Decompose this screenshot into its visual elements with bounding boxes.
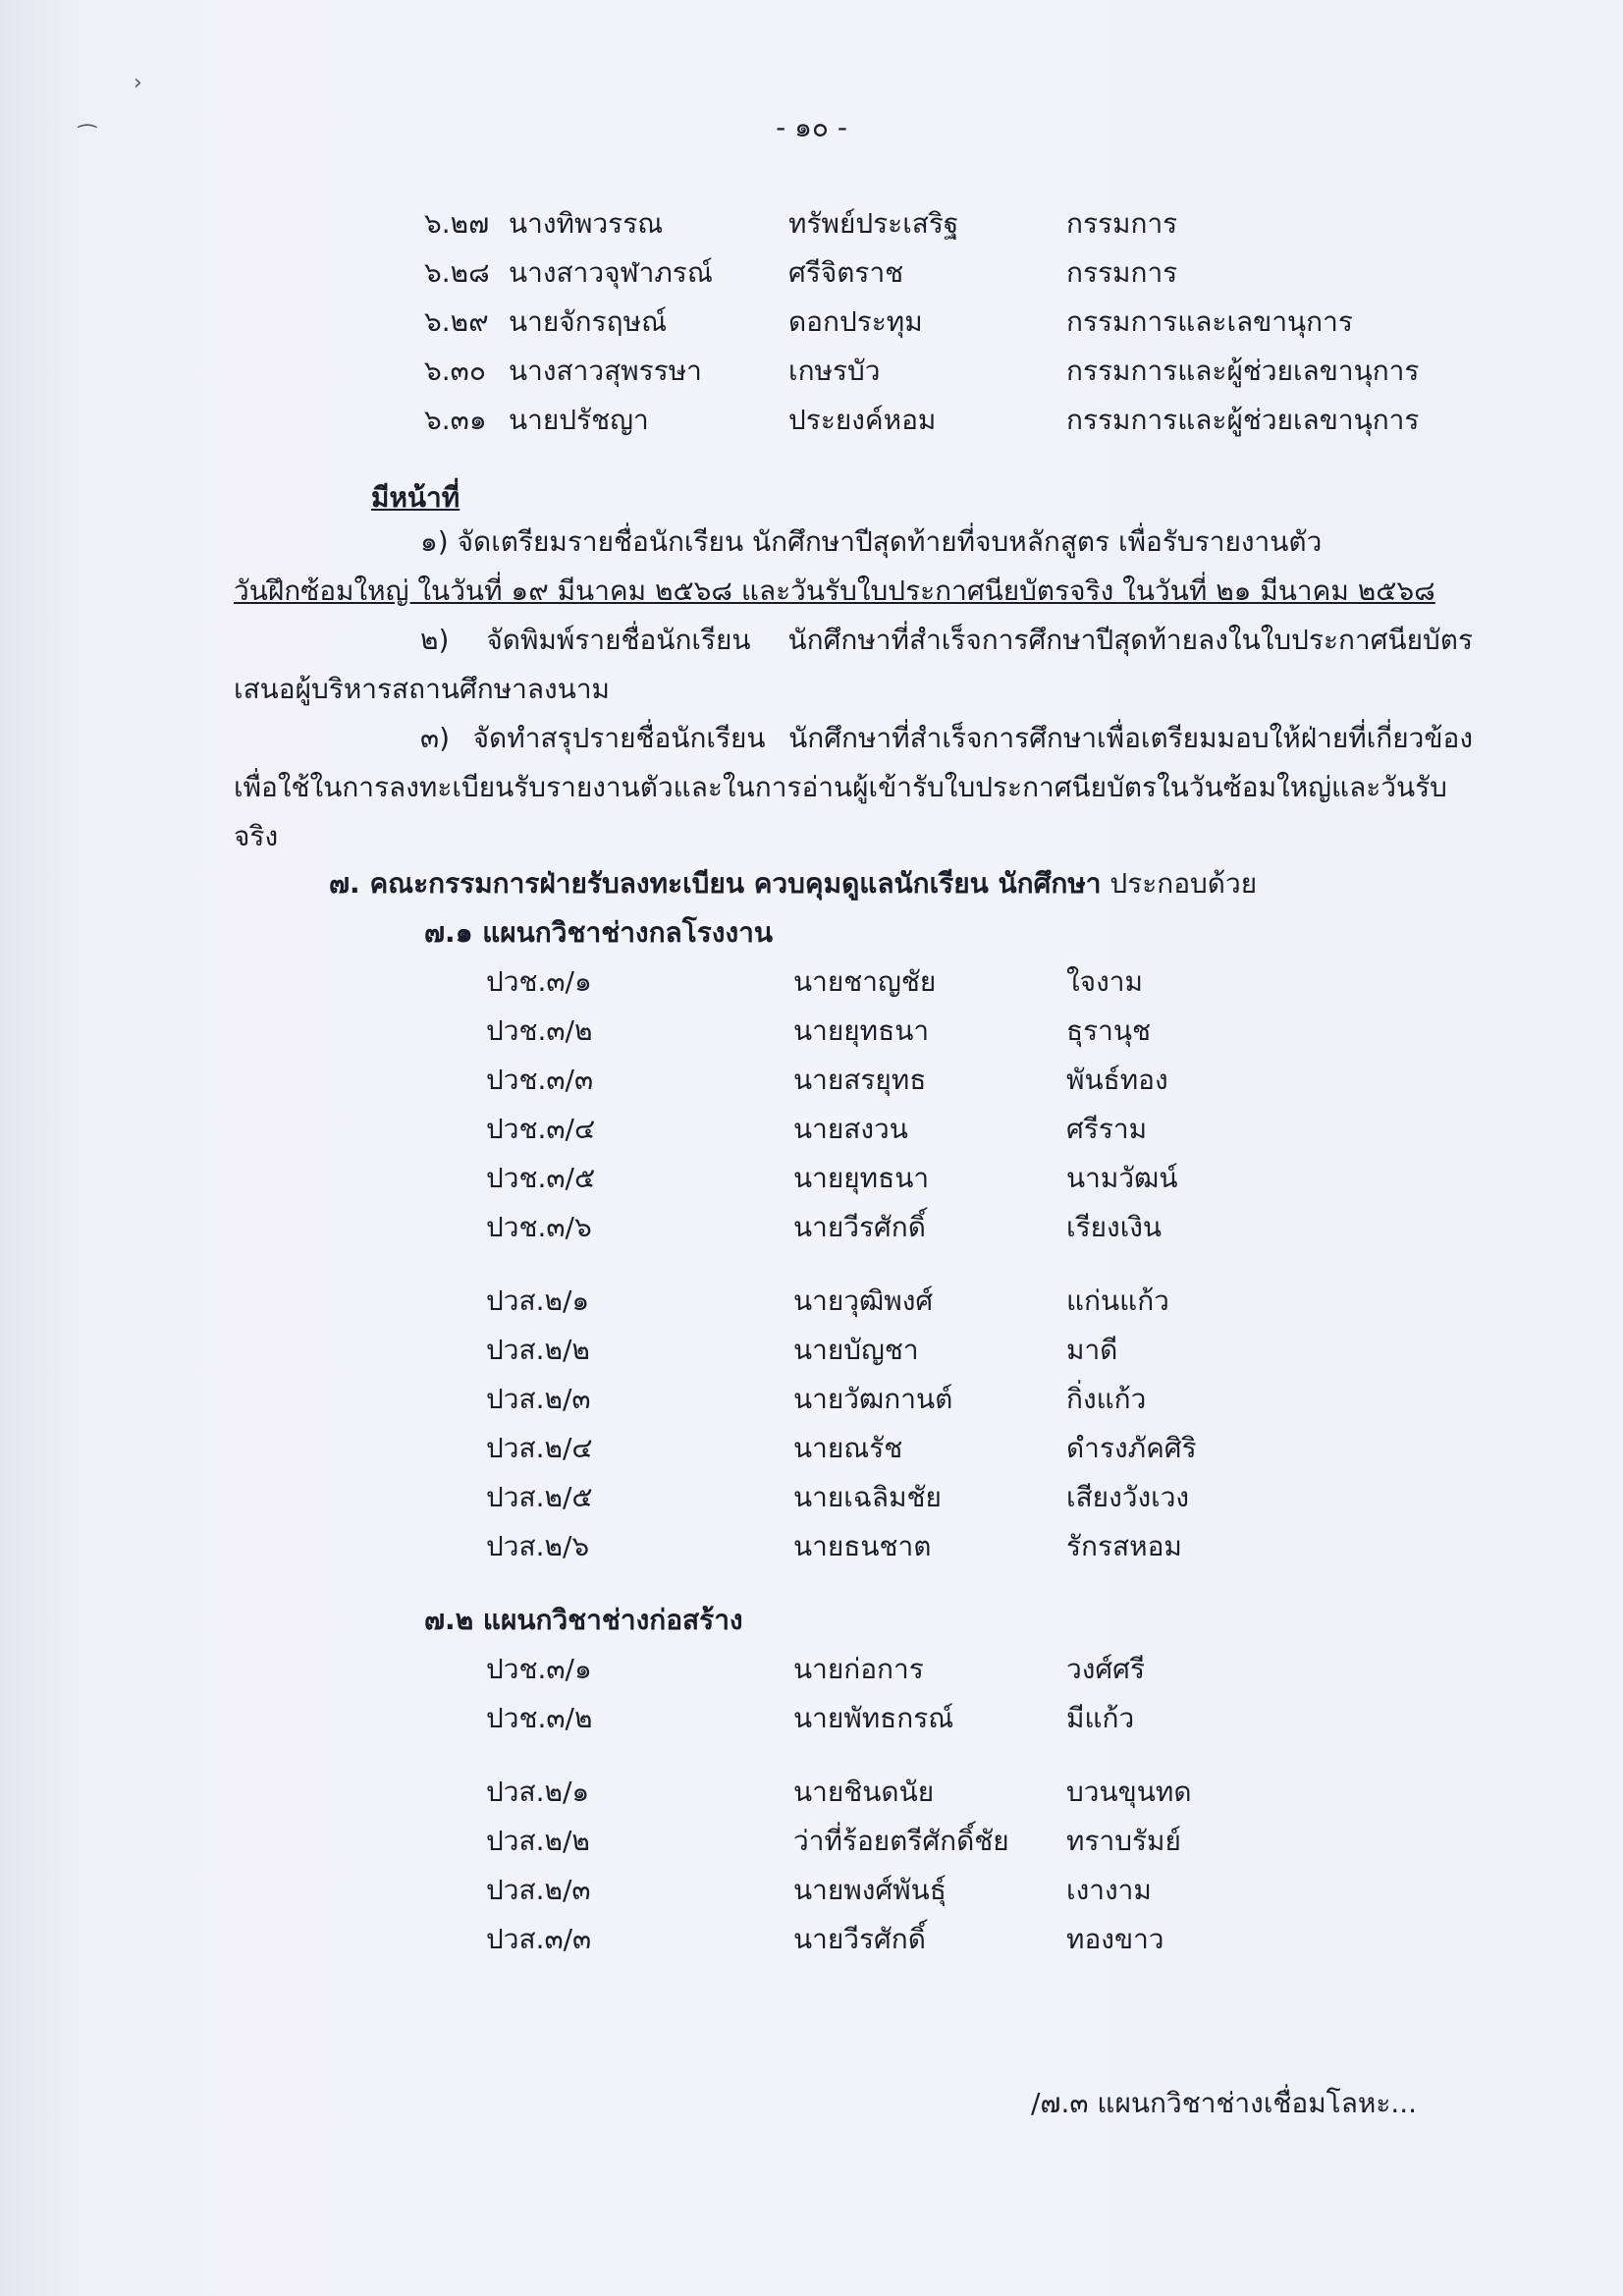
class-label: ปวส.๓/๓ [486, 1923, 592, 1955]
member-no: ๖.๒๙ [424, 305, 489, 338]
student-surname: บวนขุนทด [1066, 1776, 1192, 1808]
student-name: นายบัญชา [793, 1334, 919, 1366]
student-name: นายพัทธกรณ์ [793, 1702, 954, 1734]
class-label: ปวช.๓/๑ [486, 1653, 592, 1685]
committee-row [0, 253, 1623, 293]
student-row [0, 1282, 1623, 1321]
class-label: ปวส.๒/๖ [486, 1530, 590, 1562]
class-label: ปวช.๓/๕ [486, 1162, 596, 1194]
member-no: ๖.๓๐ [424, 355, 486, 387]
member-name: นายจักรฤษณ์ [509, 305, 668, 338]
student-name: นายเฉลิมชัย [793, 1481, 942, 1513]
student-name: นายสรยุทธ [793, 1064, 927, 1096]
dept-2-title: ๗.๒ แผนกวิชาช่างก่อสร้าง [424, 1604, 743, 1636]
class-label: ปวส.๒/๒ [486, 1825, 590, 1857]
class-label: ปวช.๓/๒ [486, 1014, 593, 1047]
page-number: - ๑๐ - [776, 111, 847, 143]
student-row [0, 1773, 1623, 1812]
class-label: ปวส.๒/๒ [486, 1334, 590, 1366]
student-surname: ศรีราม [1066, 1113, 1148, 1145]
student-surname: พันธ์ทอง [1066, 1064, 1168, 1096]
student-surname: รักรสหอม [1066, 1530, 1182, 1562]
student-surname: ดำรงภัคศิริ [1066, 1432, 1197, 1464]
class-label: ปวส.๒/๑ [486, 1776, 590, 1808]
member-role: กรรมการ [1066, 256, 1178, 289]
student-surname: มีแก้ว [1066, 1702, 1135, 1734]
student-name: นายก่อการ [793, 1653, 924, 1685]
student-row [0, 1527, 1623, 1566]
student-surname: นามวัฒน์ [1066, 1162, 1178, 1194]
member-surname: ทรัพย์ประเสริฐ [788, 207, 959, 240]
section-7-title-rest: ประกอบด้วย [1101, 867, 1258, 900]
student-row [0, 1331, 1623, 1370]
student-name: นายวัฒกานต์ [793, 1383, 953, 1415]
student-row [0, 1429, 1623, 1468]
student-row [0, 962, 1623, 1002]
class-label: ปวส.๒/๕ [486, 1481, 593, 1513]
student-row [0, 1159, 1623, 1198]
committee-row [0, 204, 1623, 244]
student-row [0, 1699, 1623, 1738]
student-surname: กิ่งแก้ว [1066, 1383, 1147, 1415]
class-label: ปวส.๒/๓ [486, 1874, 591, 1906]
student-surname: เสียงวังเวง [1066, 1481, 1190, 1513]
student-row [0, 1011, 1623, 1051]
member-surname: ประยงค์หอม [788, 404, 937, 436]
class-label: ปวส.๒/๑ [486, 1285, 590, 1317]
student-surname: แก่นแก้ว [1066, 1285, 1169, 1317]
student-row [0, 1650, 1623, 1689]
member-name: นางทิพวรรณ [509, 207, 664, 240]
student-surname: เรียงเงิน [1066, 1211, 1163, 1243]
student-row [0, 1208, 1623, 1247]
student-name: นายชาญชัย [793, 965, 937, 998]
student-surname: ทองขาว [1066, 1923, 1164, 1955]
member-surname: เกษรบัว [788, 355, 881, 387]
student-name: ว่าที่ร้อยตรีศักดิ์ชัย [793, 1825, 1009, 1857]
student-name: นายยุทธนา [793, 1014, 930, 1047]
class-label: ปวช.๓/๑ [486, 965, 592, 998]
member-no: ๖.๒๗ [424, 207, 490, 240]
class-label: ปวช.๓/๔ [486, 1113, 596, 1145]
committee-row [0, 401, 1623, 440]
class-label: ปวช.๓/๒ [486, 1702, 593, 1734]
stray-mark: ⁀ [79, 126, 96, 150]
member-no: ๖.๒๘ [424, 256, 490, 289]
student-name: นายธนชาต [793, 1530, 932, 1562]
student-name: นายชินดนัย [793, 1776, 935, 1808]
member-role: กรรมการและผู้ช่วยเลขานุการ [1066, 404, 1420, 436]
member-role: กรรมการและผู้ช่วยเลขานุการ [1066, 355, 1420, 387]
committee-row [0, 352, 1623, 391]
duty-item-3: ๓) จัดทำสรุปรายชื่อนักเรียน นักศึกษาที่สำเร็จการศึกษาเพื่อเตรียมมอบให้ฝ่ายที่เกี่ยวข้องเพื่อใช้ในการลงทะเบียนรับรายงานตัวและในการอ่านผู้เข้ารับใบประกาศนียบัตรในวันซ้อมใหญ่และวันรับจริง [234, 722, 1473, 852]
student-name: นายสงวน [793, 1113, 908, 1145]
student-surname: เงางาม [1066, 1874, 1152, 1906]
student-surname: ใจงาม [1066, 965, 1143, 998]
duties-heading: มีหน้าที่ [371, 481, 460, 514]
duty-item-1 [234, 518, 1473, 616]
class-label: ปวส.๒/๓ [486, 1383, 591, 1415]
student-row [0, 1871, 1623, 1910]
student-name: นายวีรศักดิ์ [793, 1211, 926, 1243]
student-surname: ธุรานุช [1066, 1014, 1151, 1047]
duty-item-2: ๒) จัดพิมพ์รายชื่อนักเรียน นักศึกษาที่สำเร็จการศึกษาปีสุดท้ายลงในใบประกาศนียบัตร เสนอผู้บริหารสถานศึกษาลงนาม [234, 624, 1473, 705]
student-row [0, 1478, 1623, 1517]
student-row [0, 1061, 1623, 1100]
duty-item-1-line: ๑) จัดเตรียมรายชื่อนักเรียน นักศึกษาปีสุดท้ายที่จบหลักสูตร เพื่อรับรายงานตัว [420, 525, 1323, 558]
student-surname: ทราบรัมย์ [1066, 1825, 1181, 1857]
student-surname: มาดี [1066, 1334, 1118, 1366]
member-role: กรรมการ [1066, 207, 1178, 240]
continuation-note: /๗.๓ แผนกวิชาช่างเชื่อมโลหะ... [1031, 2087, 1418, 2119]
class-label: ปวช.๓/๓ [486, 1064, 594, 1096]
class-label: ปวส.๒/๔ [486, 1432, 593, 1464]
student-surname: วงศ์ศรี [1066, 1653, 1145, 1685]
member-name: นางสาวจุฬาภรณ์ [509, 256, 713, 289]
member-no: ๖.๓๑ [424, 404, 487, 436]
member-surname: ศรีจิตราช [788, 256, 904, 289]
committee-row [0, 302, 1623, 342]
student-name: นายยุทธนา [793, 1162, 930, 1194]
student-row [0, 1380, 1623, 1419]
student-row [0, 1822, 1623, 1861]
student-name: นายวีรศักดิ์ [793, 1923, 926, 1955]
student-row [0, 1110, 1623, 1149]
student-row [0, 1920, 1623, 1959]
section-7-title-bold: ๗. คณะกรรมการฝ่ายรับลงทะเบียน ควบคุมดูแลนักเรียน นักศึกษา [329, 867, 1102, 900]
section-7-title [329, 864, 1257, 903]
member-name: นางสาวสุพรรษา [509, 355, 702, 387]
member-surname: ดอกประทุม [788, 305, 923, 338]
dept-1-title: ๗.๑ แผนกวิชาช่างกลโรงงาน [424, 916, 774, 949]
stray-mark: › [134, 71, 142, 95]
member-name: นายปรัชญา [509, 404, 649, 436]
member-role: กรรมการและเลขานุการ [1066, 305, 1353, 338]
student-name: นายพงศ์พันธุ์ [793, 1874, 947, 1906]
student-name: นายณรัช [793, 1432, 903, 1464]
class-label: ปวช.๓/๖ [486, 1211, 592, 1243]
duty-item-1-dates: วันฝึกซ้อมใหญ่ ในวันที่ ๑๙ มีนาคม ๒๕๖๘ และวันรับใบประกาศนียบัตรจริง ในวันที่ ๒๑ มีนาคม ๒๕๖๘ [234, 574, 1435, 607]
student-name: นายวุฒิพงศ์ [793, 1285, 934, 1317]
